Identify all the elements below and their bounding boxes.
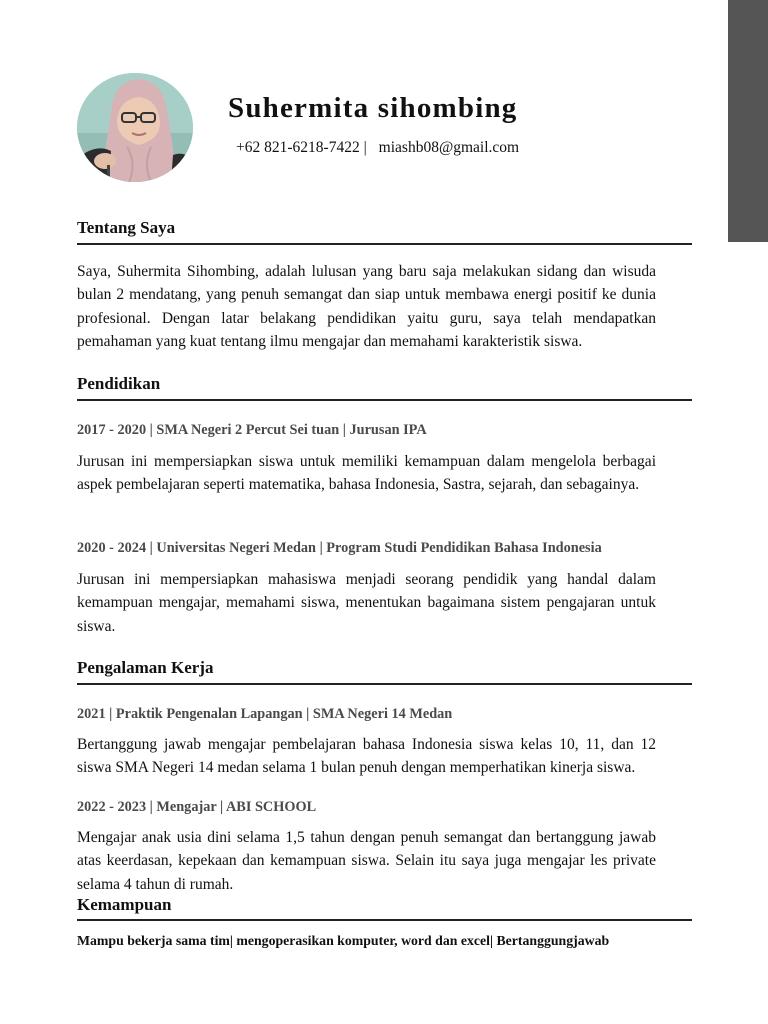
- section-divider: [77, 919, 692, 921]
- section-divider: [77, 683, 692, 685]
- experience-entry-heading: 2021 | Praktik Pengenalan Lapangan | SMA Negeri 14 Medan: [77, 706, 453, 722]
- section-divider: [77, 399, 692, 401]
- education-entry-description: Jurusan ini mempersiapkan siswa untuk memiliki kemampuan dalam mengelola berbagai aspek pembelajaran seperti matematika, bahasa Indonesia, Sastra, sejarah, dan sebagainya.: [77, 453, 656, 494]
- experience-entry-heading: 2022 - 2023 | Mengajar | ABI SCHOOL: [77, 799, 317, 815]
- section-divider: [77, 243, 692, 245]
- education-entry-heading: 2020 - 2024 | Universitas Negeri Medan | Program Studi Pendidikan Bahasa Indonesia: [77, 540, 602, 556]
- section-title-experience: Pengalaman Kerja: [77, 658, 214, 677]
- section-title-skills: Kemampuan: [77, 895, 172, 914]
- section-title-about: Tentang Saya: [77, 218, 176, 237]
- about-text: Saya, Suhermita Sihombing, adalah lulusan yang baru saja melakukan sidang dan wisuda bulan 2 mendatang, yang penuh semangat dan siap untuk membawa energi positif ke dunia profesional. Dengan latar belakang pendidikan yaitu guru, saya telah mendapatkan pemahaman yang kuat tentang ilmu mengajar dan memahami karakteristik siswa.: [77, 263, 656, 350]
- experience-entry-description: Mengajar anak usia dini selama 1,5 tahun dengan penuh semangat dan bertanggung jawab atas keerdasan, kepekaan dan kemampuan siswa. Selain itu saya juga mengajar les private selama 4 tahun di rumah.: [77, 829, 656, 893]
- phone-number: +62 821-6218-7422 |: [236, 139, 367, 156]
- contact-line: [236, 139, 519, 157]
- side-tab: [728, 0, 768, 242]
- candidate-name: Suhermita sihombing: [228, 92, 518, 124]
- experience-entry-description: Bertanggung jawab mengajar pembelajaran bahasa Indonesia siswa kelas 10, 11, dan 12 siswa SMA Negeri 14 medan selama 1 bulan penuh dengan memperhatikan kinerja siswa.: [77, 736, 656, 777]
- profile-photo: [77, 73, 193, 182]
- email-address: miashb08@gmail.com: [378, 139, 520, 156]
- section-title-education: Pendidikan: [77, 374, 161, 393]
- education-entry-description: Jurusan ini mempersiapkan mahasiswa menjadi seorang pendidik yang handal dalam kemampuan mengajar, memahami siswa, menentukan bagaimana sistem pengajaran untuk siswa.: [77, 571, 656, 635]
- education-entry-heading: 2017 - 2020 | SMA Negeri 2 Percut Sei tuan | Jurusan IPA: [77, 422, 427, 438]
- skills-text: Mampu bekerja sama tim| mengoperasikan komputer, word dan excel| Bertanggungjawab: [77, 933, 610, 948]
